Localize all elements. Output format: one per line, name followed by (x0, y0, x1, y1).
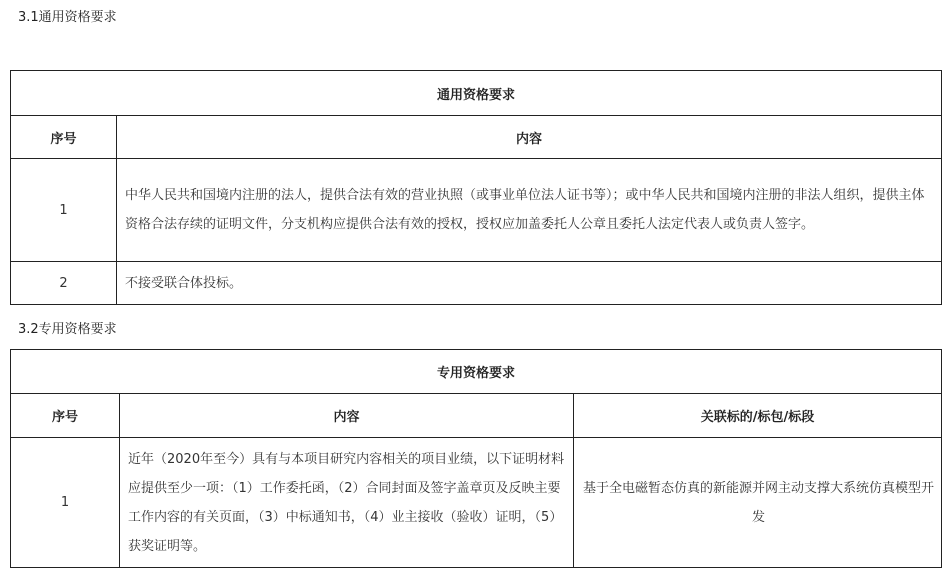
column-header-related: 关联标的/标包/标段 (574, 394, 942, 438)
table-row (11, 262, 942, 305)
table-row (11, 438, 942, 568)
section-heading-general: 3.1通用资格要求 (18, 10, 117, 25)
special-qualification-table (10, 349, 942, 568)
column-header-content: 内容 (117, 116, 942, 159)
column-header-no: 序号 (11, 116, 117, 159)
table-row (11, 159, 942, 262)
row-content: 不接受联合体投标。 (117, 262, 942, 305)
column-header-no: 序号 (11, 394, 120, 438)
row-number: 2 (11, 262, 117, 305)
row-related-package: 基于全电磁暂态仿真的新能源并网主动支撑大系统仿真模型开发 (574, 438, 942, 568)
table-title: 通用资格要求 (11, 71, 942, 116)
column-header-content: 内容 (120, 394, 574, 438)
table-title: 专用资格要求 (11, 350, 942, 394)
section-heading-special: 3.2专用资格要求 (18, 322, 117, 337)
row-number: 1 (11, 159, 117, 262)
row-content: 近年（2020年至今）具有与本项目研究内容相关的项目业绩，以下证明材料应提供至少一项：（1）工作委托函，（2）合同封面及签字盖章页及反映主要工作内容的有关页面，（3）中标通知书，（4）业主接收（验收）证明，（5）获奖证明等。 (120, 438, 574, 568)
row-number: 1 (11, 438, 120, 568)
row-content: 中华人民共和国境内注册的法人，提供合法有效的营业执照（或事业单位法人证书等）；或中华人民共和国境内注册的非法人组织，提供主体资格合法存续的证明文件，分支机构应提供合法有效的授权，授权应加盖委托人公章且委托人法定代表人或负责人签字。 (117, 159, 942, 262)
general-qualification-table (10, 70, 942, 305)
